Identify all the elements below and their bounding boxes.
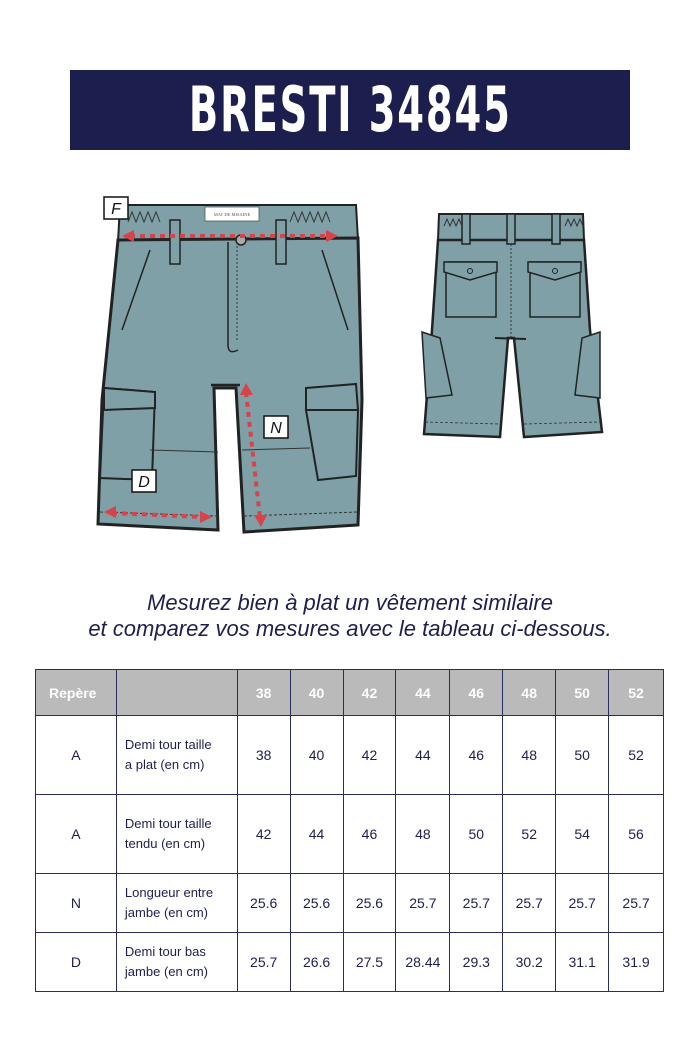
header-repere: Repère bbox=[36, 670, 117, 716]
cell-value: 25.7 bbox=[609, 874, 664, 933]
table-row bbox=[36, 874, 664, 933]
cell-value: 30.2 bbox=[503, 933, 556, 992]
row-description: Demi tour taille tendu (en cm) bbox=[116, 795, 237, 874]
row-repere: D bbox=[36, 933, 117, 992]
cell-value: 25.7 bbox=[556, 874, 609, 933]
cell-value: 25.7 bbox=[237, 933, 290, 992]
header-size: 38 bbox=[237, 670, 290, 716]
cell-value: 48 bbox=[503, 716, 556, 795]
table-row bbox=[36, 795, 664, 874]
cell-value: 50 bbox=[450, 795, 503, 874]
svg-text:F: F bbox=[111, 201, 121, 218]
row-repere: A bbox=[36, 795, 117, 874]
cell-value: 50 bbox=[556, 716, 609, 795]
cell-value: 25.6 bbox=[237, 874, 290, 933]
cell-value: 42 bbox=[237, 795, 290, 874]
table-header-row bbox=[36, 670, 664, 716]
cell-value: 38 bbox=[237, 716, 290, 795]
header-size: 42 bbox=[343, 670, 396, 716]
instructions-line-1: Mesurez bien à plat un vêtement similaire bbox=[147, 590, 553, 615]
header-size: 50 bbox=[556, 670, 609, 716]
shorts-illustration bbox=[90, 190, 620, 540]
svg-text:MAT DE MISAINE: MAT DE MISAINE bbox=[213, 212, 251, 217]
table-row bbox=[36, 716, 664, 795]
cell-value: 26.6 bbox=[290, 933, 343, 992]
header-size: 52 bbox=[609, 670, 664, 716]
cell-value: 44 bbox=[396, 716, 450, 795]
row-repere: A bbox=[36, 716, 117, 795]
marker-d bbox=[132, 470, 156, 492]
cell-value: 54 bbox=[556, 795, 609, 874]
marker-n bbox=[264, 416, 288, 438]
back-view-shorts bbox=[422, 214, 602, 437]
measuring-instructions bbox=[0, 590, 700, 642]
svg-text:D: D bbox=[138, 474, 150, 491]
size-chart-table bbox=[35, 669, 664, 992]
instructions-line-2: et comparez vos mesures avec le tableau ci-dessous. bbox=[88, 616, 612, 641]
cell-value: 25.7 bbox=[450, 874, 503, 933]
cell-value: 48 bbox=[396, 795, 450, 874]
cell-value: 52 bbox=[503, 795, 556, 874]
cell-value: 40 bbox=[290, 716, 343, 795]
title-banner bbox=[70, 70, 630, 150]
cell-value: 46 bbox=[343, 795, 396, 874]
header-size: 44 bbox=[396, 670, 450, 716]
cell-value: 56 bbox=[609, 795, 664, 874]
cell-value: 42 bbox=[343, 716, 396, 795]
marker-f bbox=[104, 197, 128, 219]
row-description: Demi tour bas jambe (en cm) bbox=[116, 933, 237, 992]
cell-value: 52 bbox=[609, 716, 664, 795]
cell-value: 25.6 bbox=[343, 874, 396, 933]
row-description: Longueur entre jambe (en cm) bbox=[116, 874, 237, 933]
cell-value: 46 bbox=[450, 716, 503, 795]
header-size: 40 bbox=[290, 670, 343, 716]
page-title: BRESTI 34845 bbox=[188, 73, 512, 146]
header-description bbox=[116, 670, 237, 716]
cell-value: 25.7 bbox=[503, 874, 556, 933]
cell-value: 25.6 bbox=[290, 874, 343, 933]
header-size: 46 bbox=[450, 670, 503, 716]
cell-value: 44 bbox=[290, 795, 343, 874]
table-row bbox=[36, 933, 664, 992]
cell-value: 31.9 bbox=[609, 933, 664, 992]
cell-value: 29.3 bbox=[450, 933, 503, 992]
cell-value: 31.1 bbox=[556, 933, 609, 992]
cell-value: 28.44 bbox=[396, 933, 450, 992]
row-repere: N bbox=[36, 874, 117, 933]
header-size: 48 bbox=[503, 670, 556, 716]
svg-text:N: N bbox=[270, 420, 282, 437]
cell-value: 27.5 bbox=[343, 933, 396, 992]
cell-value: 25.7 bbox=[396, 874, 450, 933]
row-description: Demi tour taille a plat (en cm) bbox=[116, 716, 237, 795]
